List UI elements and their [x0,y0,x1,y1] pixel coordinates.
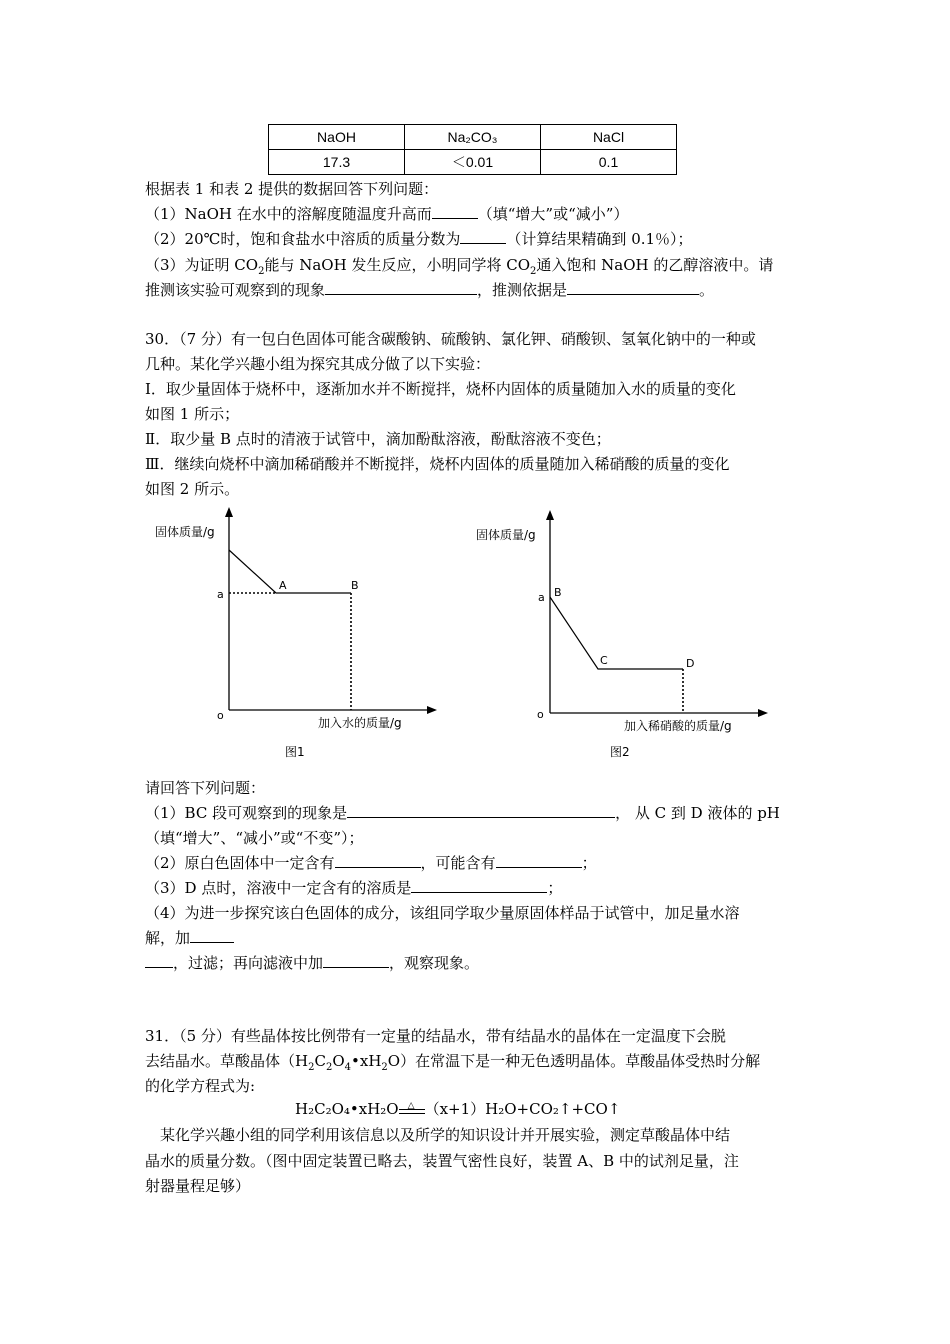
q29-part2: （2）20℃时，饱和食盐水中溶质的质量分数为 （计算结果精确到 0.1％）； [145,230,693,248]
q31-line1: 31．（5 分）有些晶体按比例带有一定量的结晶水，带有结晶水的晶体在一定温度下会脱 [145,1027,726,1045]
q30-answer1: （1）BC 段可观察到的现象是 ， 从 C 到 D 液体的 pH [145,804,780,822]
fig1-point-a: A [279,579,287,592]
equation-left: H₂C₂O₄•xH₂O [295,1100,399,1118]
q30-answer4-line2: 解，加 [145,927,234,949]
heat-icon: △ [407,1101,415,1111]
fig1-point-b: B [351,579,359,592]
q31-line2: 去结晶水。草酸晶体$(H_2C_2O_4•xH_2O)$在常温下是一种无色透明晶体。草酸晶体受热时分解 [145,1052,761,1073]
table-header-nacl: NaCl [541,125,677,150]
table-header-naoh: NaOH [269,125,405,150]
fig1-xlabel: 加入水的质量/g [318,716,402,730]
q30-line2: 几种。某化学兴趣小组为探究其成分做了以下实验： [145,355,491,373]
chemical-equation [295,1098,620,1120]
q30-step1: Ⅰ．取少量固体于烧杯中，逐渐加水并不断搅拌，烧杯内固体的质量随加入水的质量的变化 [145,380,736,398]
answer-blank [567,279,699,295]
figure-1 [140,505,450,765]
answer-blank [496,852,582,868]
answer-blank [323,952,389,968]
fig1-ylabel: 固体质量/g [155,525,215,539]
table-cell-naoh: 17.3 [269,150,405,175]
fig2-point-c: C [600,654,608,667]
q31-line4: 某化学兴趣小组的同学利用该信息以及所学的知识设计并开展实验，测定草酸晶体中结 [145,1126,731,1144]
q30-step2: Ⅱ．取少量 B 点时的清液于试管中，滴加酚酞溶液，酚酞溶液不变色； [145,430,611,448]
q30-answer4-line3: ，过滤；再向滤液中加 ，观察现象。 [145,952,479,974]
equation-right: （x+1）H₂O+CO₂↑+CO↑ [424,1100,621,1118]
table-header-na2co3: Na₂CO₃ [405,125,541,150]
solubility-table [268,124,677,175]
q29-intro: 根据表 1 和表 2 提供的数据回答下列问题： [145,180,439,198]
table-cell-na2co3: ＜0.01 [405,150,541,175]
table-cell-nacl: 0.1 [541,150,677,175]
answer-blank [460,228,506,244]
fig1-origin: o [217,709,224,722]
q31-line5: 晶水的质量分数。（图中固定装置已略去，装置气密性良好，装置 A、B 中的试剂足量，注 [145,1152,739,1170]
answer-blank [432,203,478,219]
fig2-point-d: D [686,657,695,670]
table-header-row [269,125,677,150]
fig2-ylabel: 固体质量/g [476,528,536,542]
table-row [269,150,677,175]
answer-blank [411,877,547,893]
q29-part3-line2: 推测该实验可观察到的现象 ，推测依据是 。 [145,281,715,299]
fig2-point-b: B [554,586,562,599]
q30-answer4: （4）为进一步探究该白色固体的成分，该组同学取少量原固体样品于试管中，加足量水溶 [145,904,740,922]
q30-answer1-cont: （填“增大”、“减小”或“不变”）； [145,829,364,847]
fig2-xlabel: 加入稀硝酸的质量/g [624,719,732,733]
q31-line6: 射器量程足够） [145,1177,251,1195]
answer-blank [347,802,615,818]
q30-step3: Ⅲ．继续向烧杯中滴加稀硝酸并不断搅拌，烧杯内固体的质量随加入稀硝酸的质量的变化 [145,455,730,473]
fig2-caption: 图2 [610,745,630,759]
q29-part3: （3）为证明 $CO_2$能与 NaOH 发生反应，小明同学将 $CO_2$通入饱和 NaOH 的乙醇溶液中。请 [145,256,774,277]
q30-ask: 请回答下列问题： [145,779,266,797]
q29-part1: （1）NaOH 在水中的溶解度随温度升高而 （填“增大”或“减小”） [145,205,629,223]
q31-line3: 的化学方程式为: [145,1077,256,1095]
answer-blank [145,952,173,968]
figure-2 [465,505,785,765]
heat-equals-sign [399,1102,425,1118]
q30-step3-cont: 如图 2 所示。 [145,480,240,498]
answer-blank [325,279,477,295]
answer-blank [190,927,234,943]
q30-answer3: （3）D 点时，溶液中一定含有的溶质是 ； [145,879,563,897]
fig1-a-label: a [217,588,224,601]
q30-answer2: （2）原白色固体中一定含有 ，可能含有 ； [145,854,597,872]
fig2-origin: o [537,708,544,721]
fig2-a-label: a [538,591,545,604]
fig1-caption: 图1 [285,745,305,759]
q30-step1-cont: 如图 1 所示； [145,405,240,423]
q30-line1: 30．（7 分）有一包白色固体可能含碳酸钠、硫酸钠、氯化钾、硝酸钡、氢氧化钠中的一种或 [145,330,756,348]
answer-blank [335,852,421,868]
